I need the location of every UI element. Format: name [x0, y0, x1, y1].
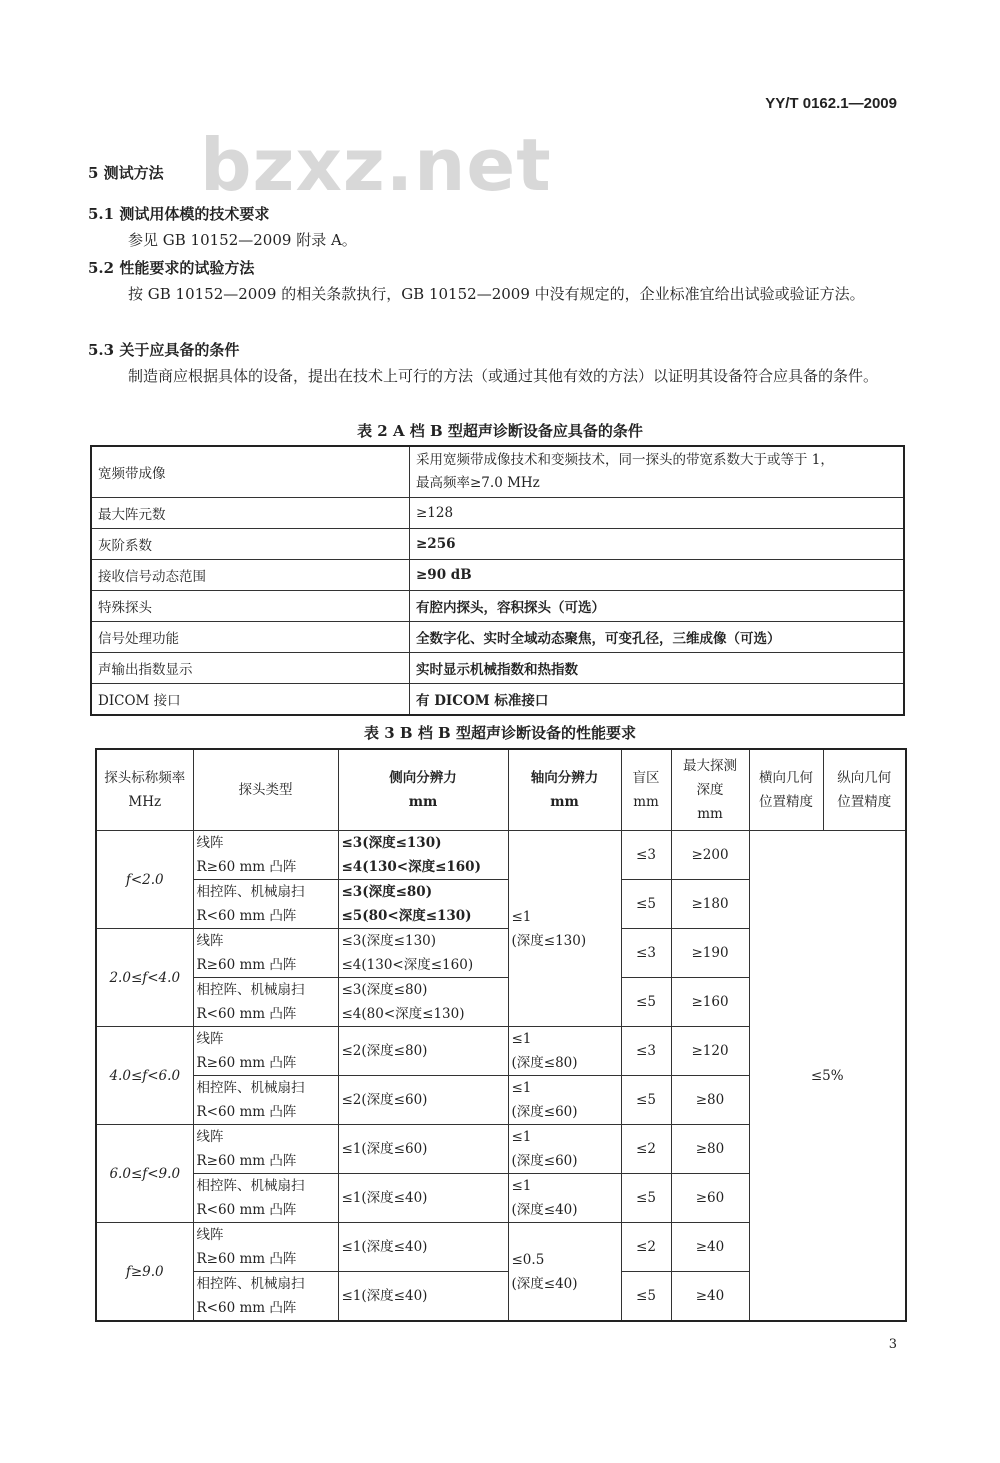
blind-zone-cell: ≤2 [621, 1125, 671, 1174]
header-axial: 轴向分辨力 mm [508, 749, 621, 831]
standard-number: YY/T 0162.1—2009 [765, 95, 897, 112]
blind-zone-cell: ≤5 [621, 1076, 671, 1125]
freq-cell: 6.0≤f<9.0 [96, 1125, 193, 1223]
max-depth-cell: ≥160 [671, 978, 749, 1027]
freq-cell: 2.0≤f<4.0 [96, 929, 193, 1027]
blind-zone-cell: ≤3 [621, 929, 671, 978]
max-depth-cell: ≥180 [671, 880, 749, 929]
table2-item: 声输出指数显示 [91, 653, 410, 684]
table2-row [91, 529, 904, 560]
probe-type-cell: 线阵 R≥60 mm 凸阵 [193, 1223, 338, 1272]
header-hgeo: 横向几何 位置精度 [749, 749, 823, 831]
table2-requirement: ≥128 [410, 498, 905, 529]
max-depth-cell: ≥40 [671, 1223, 749, 1272]
lateral-cell: ≤3(深度≤130) ≤4(130<深度≤160) [338, 929, 508, 978]
max-depth-cell: ≥190 [671, 929, 749, 978]
blind-zone-cell: ≤5 [621, 978, 671, 1027]
table2-row [91, 653, 904, 684]
table2-requirement: ≥256 [410, 529, 905, 560]
probe-type-cell: 线阵 R≥60 mm 凸阵 [193, 1027, 338, 1076]
table3 [95, 748, 907, 1322]
section-5-3-heading: 5.3 关于应具备的条件 [88, 341, 240, 359]
blind-zone-cell: ≤3 [621, 831, 671, 880]
section-5-2-heading: 5.2 性能要求的试验方法 [88, 259, 255, 277]
table2-row [91, 684, 904, 716]
axial-cell: ≤1 (深度≤130) [508, 831, 621, 1027]
table2-row [91, 498, 904, 529]
lateral-cell: ≤3(深度≤80) ≤4(80<深度≤130) [338, 978, 508, 1027]
probe-type-cell: 相控阵、机械扇扫 R<60 mm 凸阵 [193, 978, 338, 1027]
table2 [90, 445, 905, 716]
table2-caption: 表 2 A 档 B 型超声诊断设备应具备的条件 [357, 422, 643, 440]
section-5-heading: 5 测试方法 [88, 164, 164, 182]
table2-row [91, 446, 904, 498]
blind-zone-cell: ≤5 [621, 880, 671, 929]
section-5-2-body: 按 GB 10152—2009 的相关条款执行，GB 10152—2009 中没有规定的，企业标准宜给出试验或验证方法。 [128, 285, 865, 303]
lateral-cell: ≤1(深度≤60) [338, 1125, 508, 1174]
freq-cell: 4.0≤f<6.0 [96, 1027, 193, 1125]
header-lateral: 侧向分辨力 mm [338, 749, 508, 831]
table2-row [91, 622, 904, 653]
table2-item: 信号处理功能 [91, 622, 410, 653]
lateral-cell: ≤1(深度≤40) [338, 1223, 508, 1272]
lateral-cell: ≤3(深度≤130) ≤4(130<深度≤160) [338, 831, 508, 880]
max-depth-cell: ≥200 [671, 831, 749, 880]
section-5-3-body: 制造商应根据具体的设备，提出在技术上可行的方法（或通过其他有效的方法）以证明其设备符合应具备的条件。 [128, 367, 879, 385]
max-depth-cell: ≥80 [671, 1125, 749, 1174]
probe-type-cell: 相控阵、机械扇扫 R<60 mm 凸阵 [193, 1174, 338, 1223]
probe-type-cell: 线阵 R≥60 mm 凸阵 [193, 831, 338, 880]
axial-cell: ≤1 (深度≤40) [508, 1174, 621, 1223]
watermark: bzxz.net [200, 123, 552, 207]
table3-caption: 表 3 B 档 B 型超声诊断设备的性能要求 [364, 724, 636, 742]
probe-type-cell: 相控阵、机械扇扫 R<60 mm 凸阵 [193, 880, 338, 929]
blind-zone-cell: ≤5 [621, 1174, 671, 1223]
probe-type-cell: 相控阵、机械扇扫 R<60 mm 凸阵 [193, 1076, 338, 1125]
lateral-cell: ≤2(深度≤60) [338, 1076, 508, 1125]
table2-item: DICOM 接口 [91, 684, 410, 716]
table2-item: 特殊探头 [91, 591, 410, 622]
table2-requirement: 有腔内探头，容积探头（可选） [410, 591, 905, 622]
section-5-1-body: 参见 GB 10152—2009 附录 A。 [128, 231, 357, 249]
blind-zone-cell: ≤2 [621, 1223, 671, 1272]
probe-type-cell: 线阵 R≥60 mm 凸阵 [193, 929, 338, 978]
table3-row [96, 831, 906, 880]
lateral-cell: ≤1(深度≤40) [338, 1174, 508, 1223]
probe-type-cell: 线阵 R≥60 mm 凸阵 [193, 1125, 338, 1174]
probe-type-cell: 相控阵、机械扇扫 R<60 mm 凸阵 [193, 1272, 338, 1322]
header-vgeo: 纵向几何 位置精度 [823, 749, 906, 831]
geometric-accuracy-cell: ≤5% [749, 831, 906, 1322]
axial-cell: ≤0.5 (深度≤40) [508, 1223, 621, 1322]
header-type: 探头类型 [193, 749, 338, 831]
table2-requirement: ≥90 dB [410, 560, 905, 591]
lateral-cell: ≤1(深度≤40) [338, 1272, 508, 1322]
max-depth-cell: ≥60 [671, 1174, 749, 1223]
table2-item: 最大阵元数 [91, 498, 410, 529]
lateral-cell: ≤2(深度≤80) [338, 1027, 508, 1076]
table2-requirement: 全数字化、实时全域动态聚焦，可变孔径，三维成像（可选） [410, 622, 905, 653]
max-depth-cell: ≥80 [671, 1076, 749, 1125]
table2-item: 接收信号动态范围 [91, 560, 410, 591]
table3-header-row [96, 749, 906, 831]
page-number: 3 [888, 1337, 897, 1352]
header-depth: 最大探测 深度 mm [671, 749, 749, 831]
section-5-1-heading: 5.1 测试用体模的技术要求 [88, 205, 270, 223]
axial-cell: ≤1 (深度≤60) [508, 1076, 621, 1125]
header-freq: 探头标称频率 MHz [96, 749, 193, 831]
table2-requirement: 有 DICOM 标准接口 [410, 684, 905, 716]
table2-item: 宽频带成像 [91, 446, 410, 498]
table2-requirement: 采用宽频带成像技术和变频技术，同一探头的带宽系数大于或等于 1， 最高频率≥7.0 MHz [410, 446, 905, 498]
axial-cell: ≤1 (深度≤60) [508, 1125, 621, 1174]
table2-row [91, 591, 904, 622]
max-depth-cell: ≥40 [671, 1272, 749, 1322]
table2-row [91, 560, 904, 591]
axial-cell: ≤1 (深度≤80) [508, 1027, 621, 1076]
table2-requirement: 实时显示机械指数和热指数 [410, 653, 905, 684]
max-depth-cell: ≥120 [671, 1027, 749, 1076]
freq-cell: f<2.0 [96, 831, 193, 929]
freq-cell: f≥9.0 [96, 1223, 193, 1322]
table2-item: 灰阶系数 [91, 529, 410, 560]
blind-zone-cell: ≤5 [621, 1272, 671, 1322]
blind-zone-cell: ≤3 [621, 1027, 671, 1076]
header-blind: 盲区 mm [621, 749, 671, 831]
lateral-cell: ≤3(深度≤80) ≤5(80<深度≤130) [338, 880, 508, 929]
